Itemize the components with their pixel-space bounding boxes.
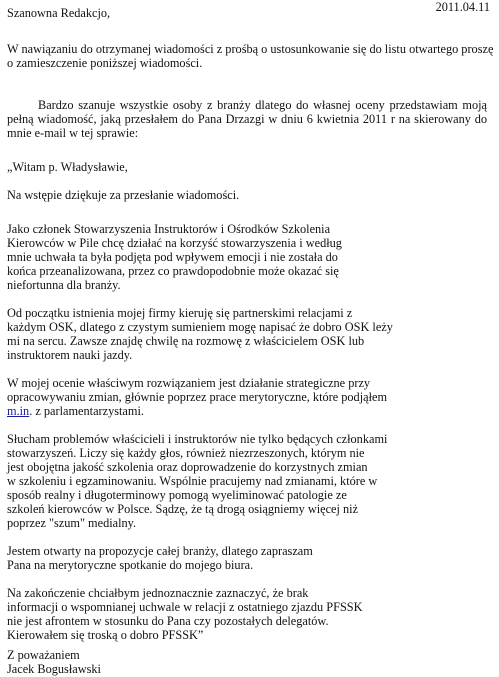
preamble-line: Bardzo szanuje wszystkie osoby z branży dlatego do własnej oceny przedstawiam moją	[38, 98, 487, 112]
paragraph-line: sposób realny i długoterminowy pomogą wyeliminować patologie ze	[7, 488, 347, 502]
paragraph-line: mnie uchwała ta była podjęta pod wpływem emocji i nie została do	[7, 250, 338, 264]
intro-line: W nawiązaniu do otrzymanej wiadomości z prośbą o ustosunkowanie się do listu otwartego proszę	[7, 42, 494, 56]
letter-date: 2011.04.11	[435, 0, 490, 14]
preamble-line: pełną wiadomość, jaką przesłałem do Pana Drzazgi w dniu 6 kwietnia 2011 r na skierowany do	[7, 112, 487, 126]
paragraph-line: każdym OSK, dlatego z czystym sumieniem mogę napisać że dobro OSK leży	[7, 320, 393, 334]
paragraph-line: mi na sercu. Zawsze znajdę chwilę na rozmowę z właścicielem OSK lub	[7, 334, 365, 348]
letter-thanks: Na wstępie dziękuje za przesłanie wiadomości.	[7, 188, 240, 202]
preamble-line: mnie e-mail w tej sprawie:	[7, 126, 139, 140]
paragraph-tail: . z parlamentarzystami.	[29, 404, 144, 418]
abbreviation-link[interactable]: m.in	[7, 404, 30, 418]
paragraph-line: Jestem otwarty na propozycje całej branży, dlatego zapraszam	[7, 544, 313, 558]
closing-regards: Z poważaniem	[7, 648, 80, 662]
paragraph-line: Na zakończenie chciałbym jednoznacznie zaznaczyć, że brak	[7, 586, 309, 600]
paragraph-line: Jako członek Stowarzyszenia Instruktorów i Ośrodków Szkolenia	[7, 222, 331, 236]
paragraph-line: Od początku istnienia mojej firmy kieruję się partnerskimi relacjami z	[7, 306, 353, 320]
paragraph-line: stowarzyszeń. Liczy się każdy głos, również niezrzeszonych, którym nie	[7, 446, 365, 460]
paragraph-line: końca przeanalizowana, przez co prawdopodobnie może okazać się	[7, 264, 339, 278]
signatory-name: Jacek Bogusławski	[7, 662, 101, 676]
paragraph-line: opracowywaniu zmian, głównie poprzez prace merytoryczne, które podjąłem	[7, 390, 388, 404]
paragraph-line: w szkoleniu i egzaminowaniu. Wspólnie pracujemy nad zmianami, które w	[7, 474, 378, 488]
paragraph-line: nie jest afrontem w stosunku do Pana czy pozostałych delegatów.	[7, 614, 329, 628]
paragraph-line: instruktorem nauki jazdy.	[7, 348, 133, 362]
paragraph-line: jest obojętna jakość szkolenia oraz doprowadzenie do korzystnych zmian	[7, 460, 368, 474]
paragraph-line: informacji o wspomnianej uchwale w relacji z ostatniego zjazdu PFSSK	[7, 600, 363, 614]
paragraph-line: niefortunna dla branży.	[7, 278, 121, 292]
paragraph-line: Pana na merytoryczne spotkanie do mojego biura.	[7, 558, 254, 572]
paragraph-line: poprzez "szum" medialny.	[7, 516, 137, 530]
intro-line: o zamieszczenie poniższej wiadomości.	[7, 56, 203, 70]
paragraph-line: W mojej ocenie właściwym rozwiązaniem jest działanie strategiczne przy	[7, 376, 371, 390]
letter-greeting: „Witam p. Władysławie,	[7, 160, 128, 174]
paragraph-line: Kierowałem się troską o dobro PFSSK”	[7, 628, 204, 642]
paragraph-line	[7, 404, 144, 418]
paragraph-line: Kierowców w Pile chcę działać na korzyść stowarzyszenia i według	[7, 236, 342, 250]
paragraph-line: Słucham problemów właścicieli i instruktorów nie tylko będących członkami	[7, 432, 388, 446]
paragraph-line: szkoleń kierowców w Polsce. Sądzę, że tą drogą osiągniemy więcej niż	[7, 502, 359, 516]
salutation: Szanowna Redakcjo,	[7, 6, 111, 20]
